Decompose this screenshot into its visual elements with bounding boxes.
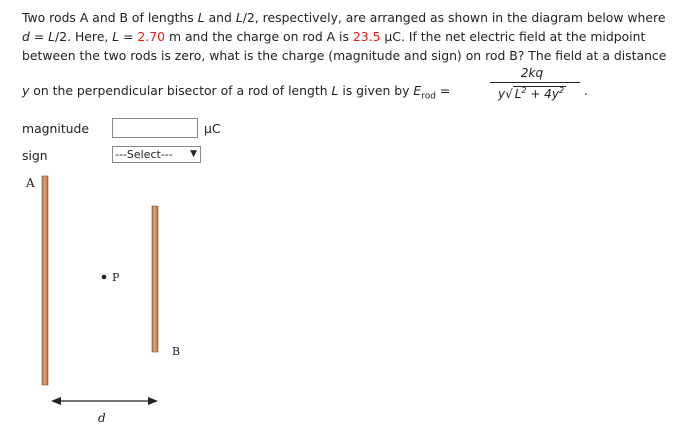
problem-line-4: y on the perpendicular bisector of a rod of length L is given by $E_{rod}$ = 2kq y√ $L^2 + 4y^2$ . bbox=[22, 66, 588, 102]
length-value: 2.70 bbox=[137, 29, 166, 44]
point-P-dot bbox=[102, 275, 107, 280]
sqrt-symbol: √ bbox=[505, 87, 513, 101]
rod-B bbox=[152, 206, 158, 352]
label-P: P bbox=[112, 271, 120, 284]
sign-select[interactable]: ---Select--- ▼ bbox=[112, 146, 201, 163]
charge-value: 23.5 bbox=[352, 29, 381, 44]
label-d: d bbox=[98, 411, 106, 425]
problem-line-1: Two rods A and B of lengths L and L/2, respectively, are arranged as shown in the diagram below where bbox=[22, 10, 666, 25]
problem-line-3: between the two rods is zero, what is the charge (magnitude and sign) on rod B? The field at a distance bbox=[22, 48, 667, 63]
sign-label: sign bbox=[22, 148, 48, 163]
arrow-right-head bbox=[148, 397, 158, 405]
chevron-down-icon: ▼ bbox=[190, 149, 197, 159]
label-B: B bbox=[172, 345, 181, 358]
problem-line-2: d = L/2. Here, L = 2.70 m and the charge on rod A is 23.5 μC. If the net electric field at the midpoint bbox=[22, 29, 646, 44]
rod-A bbox=[42, 176, 48, 385]
field-formula: 2kq y√ $L^2 + 4y^2$ bbox=[482, 65, 582, 102]
magnitude-unit: μC bbox=[204, 121, 221, 136]
arrow-left-head bbox=[51, 397, 61, 405]
label-A: A bbox=[26, 176, 35, 190]
magnitude-label: magnitude bbox=[22, 121, 90, 136]
